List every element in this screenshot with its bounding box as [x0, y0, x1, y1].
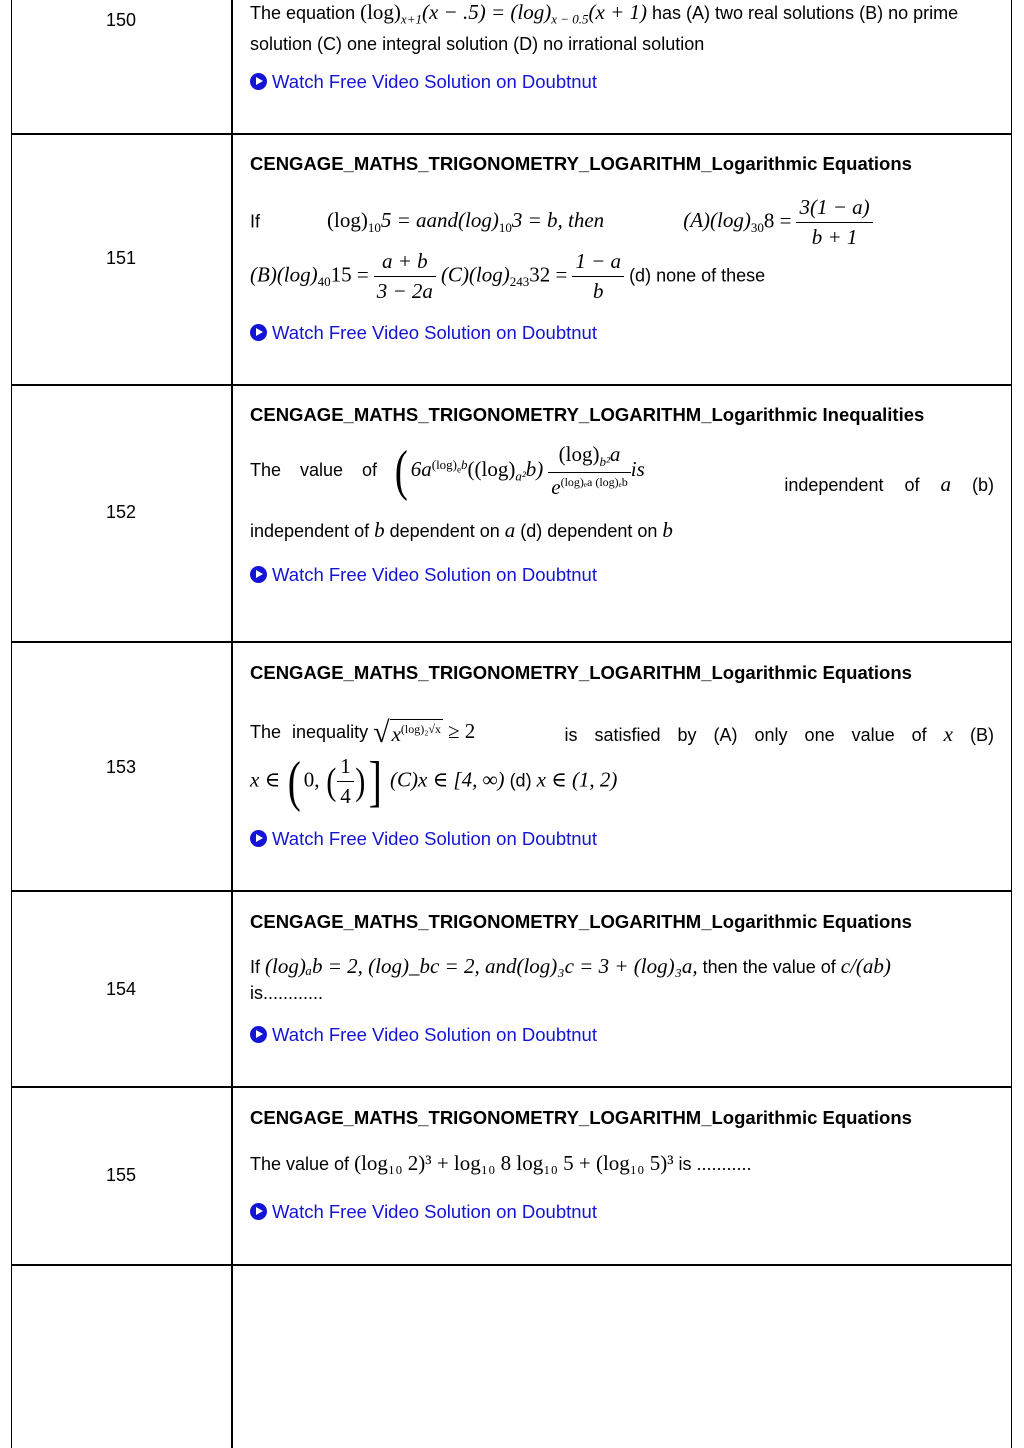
- column-divider: [231, 0, 233, 1448]
- watch-video-link[interactable]: Watch Free Video Solution on Doubtnut: [250, 1024, 597, 1046]
- topic-heading: CENGAGE_MATHS_TRIGONOMETRY_LOGARITHM_Logarithmic Inequalities: [250, 404, 925, 425]
- play-circle-icon: [250, 73, 267, 90]
- row-divider: [11, 1264, 1012, 1266]
- question-number: 154: [105, 979, 137, 999]
- question-text: x ∈ ( 0, ( $\frac{1}{4}$ )] (C)x ∈ [4, ∞) (d) x ∈ (1, 2): [250, 750, 618, 813]
- row-divider: [11, 133, 1012, 135]
- question-number: 153: [105, 757, 137, 777]
- question-text: is............: [250, 983, 324, 1003]
- row-divider: [11, 641, 1012, 643]
- play-circle-icon: [250, 324, 267, 341]
- question-text: independent of b dependent on a (d) dependent on b: [250, 518, 673, 542]
- question-number: 155: [105, 1165, 137, 1185]
- watch-video-link[interactable]: Watch Free Video Solution on Doubtnut: [250, 828, 597, 850]
- topic-heading: CENGAGE_MATHS_TRIGONOMETRY_LOGARITHM_Logarithmic Equations: [250, 1107, 912, 1128]
- watch-video-link[interactable]: Watch Free Video Solution on Doubtnut: [250, 1201, 597, 1223]
- row-divider: [11, 1086, 1012, 1088]
- question-number: 151: [105, 248, 137, 268]
- play-circle-icon: [250, 1026, 267, 1043]
- play-circle-icon: [250, 830, 267, 847]
- question-text: The inequality $√x^{(log)_2√x} \ge 2$ is satisfied by (A) only one value of x (B): [250, 716, 994, 749]
- row-divider: [11, 384, 1012, 386]
- question-text: The value of (log₁₀ 2)³ + log₁₀ 8 log₁₀ 5 + (log₁₀ 5)³ is ...........: [250, 1151, 752, 1175]
- topic-heading: CENGAGE_MATHS_TRIGONOMETRY_LOGARITHM_Logarithmic Equations: [250, 153, 912, 174]
- topic-heading: CENGAGE_MATHS_TRIGONOMETRY_LOGARITHM_Logarithmic Equations: [250, 662, 912, 683]
- play-circle-icon: [250, 1203, 267, 1220]
- question-number: 152: [105, 502, 137, 522]
- play-circle-icon: [250, 566, 267, 583]
- topic-heading: CENGAGE_MATHS_TRIGONOMETRY_LOGARITHM_Logarithmic Equations: [250, 911, 912, 932]
- watch-video-link[interactable]: Watch Free Video Solution on Doubtnut: [250, 71, 597, 93]
- question-number: 150: [105, 10, 137, 30]
- watch-video-link[interactable]: Watch Free Video Solution on Doubtnut: [250, 564, 597, 586]
- row-divider: [11, 890, 1012, 892]
- question-text: The value of ( $6a^{(log)_eb}((\log)_{a^2}b)$ $\frac{(\log)_{b^2}a}{e^{(log)_ea (log)_eb}}$ is independent of a (b): [250, 440, 994, 503]
- question-text: $(B)(\log)_{40}15$ = $\frac{a + b}{3 - 2a}$ $(C)(\log)_{243}32$ = $\frac{1 - a}{b}$ (d) none of these: [250, 249, 766, 303]
- watch-video-link[interactable]: Watch Free Video Solution on Doubtnut: [250, 322, 597, 344]
- question-text: If (log)ₐb = 2, (log)_bc = 2, and(log)₃c = 3 + (log)₃a, then the value of c/(ab): [250, 954, 891, 978]
- question-text: If $(\log)_{10}5$ = $aand(\log)_{10}3 = b$, then $(A)(\log)_{30}8$ = $\frac{3(1 - a)}{b + 1}$: [250, 195, 873, 250]
- question-text: The equation $(\log)_{x+1}(x - .5) = (\log)_{x - 0.5}(x + 1)$ has (A) two real solutions (B) no prime solution (C) one integral solution (D) no irrational solution: [250, 0, 959, 54]
